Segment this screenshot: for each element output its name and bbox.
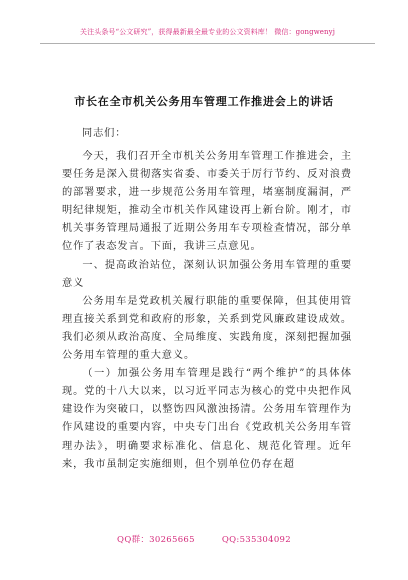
footer-qq-group: QQ群：30265665 (117, 535, 195, 545)
document-body (62, 120, 352, 474)
footer-qq: QQ:535304092 (221, 535, 291, 545)
section-heading-1: 一、提高政治站位，深刻认识加强公务用车管理的重要意义 (62, 259, 352, 289)
paragraph-3: （一）加强公务用车管理是践行“两个维护”的具体体现。党的十八大以来，以习近平同志为核心的党中央把作风建设作为突破口，以整饬四风激浊扬清。公务用车管理作为作风建设的重要内容，中央专门出台《党政机关公务用车管理办法》，明确要求标准化、信息化、规范化管理。近年来，我市虽制定实施细则，但个别单位仍存在超 (62, 368, 352, 470)
document-title: 市长在全市机关公务用车管理工作推进会上的讲话 (74, 95, 334, 108)
footer-contact (0, 533, 408, 545)
paragraph-1: 今天，我们召开全市机关公务用车管理工作推进会，主要任务是深入贯彻落实省委、市委关于厉行节约、反对浪费的部署要求，进一步规范公务用车管理，堵塞制度漏洞，严明纪律规矩，推动全市机关作风建设再上新台阶。刚才，市机关事务管理局通报了近期公务用车专项检查情况，部分单位作了表态发言。下面，我讲三点意见。 (62, 151, 352, 253)
header-divider (40, 43, 375, 44)
greeting: 同志们： (82, 128, 127, 139)
header-note: 关注头条号“公文研究”，获得最新最全最专业的公文资料库！ 微信：gongwenyj (80, 28, 335, 36)
paragraph-2: 公务用车是党政机关履行职能的重要保障，但其使用管理直接关系到党和政府的形象，关系到党风廉政建设成效。我们必须从政治高度、全局维度、实践角度，深刻把握加强公务用车管理的重大意义。 (62, 295, 352, 362)
